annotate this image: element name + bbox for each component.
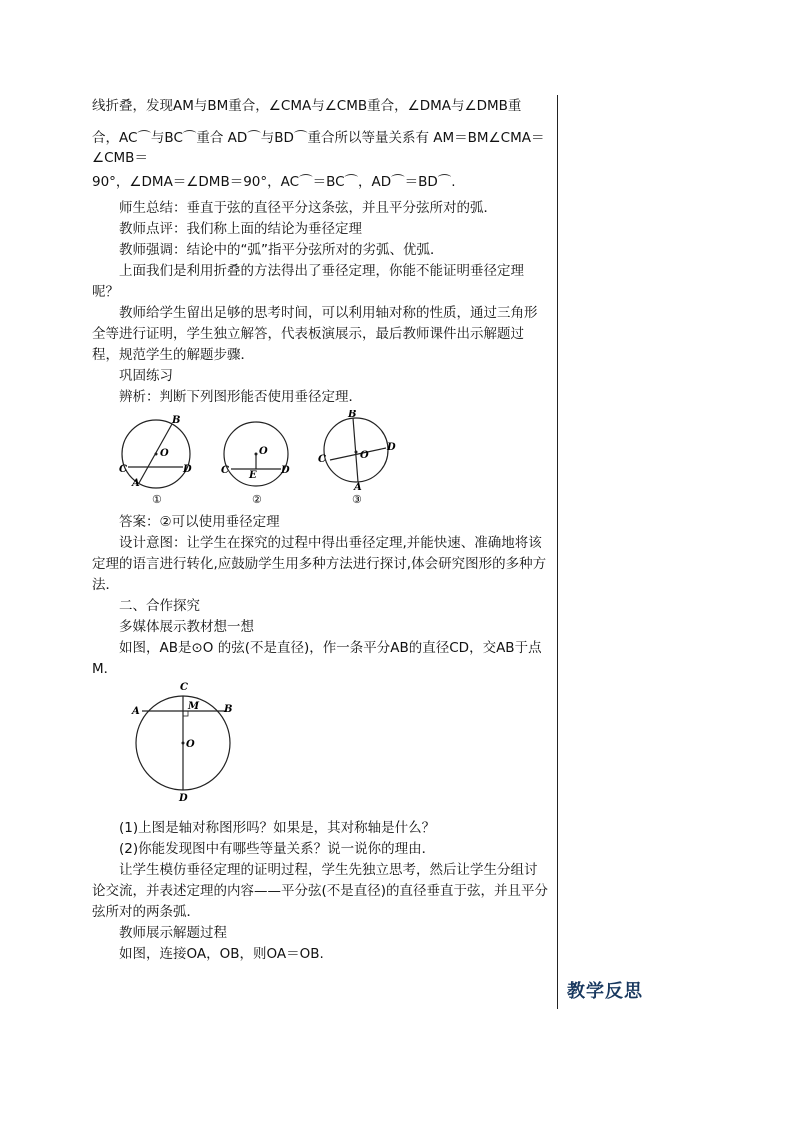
fig2-caption: ② (252, 493, 262, 506)
main-label-a: A (132, 706, 140, 717)
judge-text: 辨析：判断下列图形能否使用垂径定理． (119, 389, 362, 405)
proof-text: 如图，连接OA，OB，则OA＝OB. (119, 946, 324, 962)
practice-heading: 巩固练习 (119, 368, 173, 384)
text-block-3 (92, 818, 550, 965)
fig3-label-c: C (318, 454, 326, 465)
fig1-label-d: D (183, 464, 192, 475)
fig3-label-b: B (348, 410, 357, 420)
fig2-label-o: O (259, 446, 268, 457)
teaching-reflection-heading: 教学反思 (567, 981, 643, 1002)
question-2-text: (2)你能发现图中有哪些等量关系？说一说你的理由． (119, 841, 436, 857)
top-line-3: 90°，∠DMA＝∠DMB＝90°，AC⌒＝BC⌒，AD⌒＝BD⌒. (92, 174, 456, 190)
question-text: 上面我们是利用折叠的方法得出了垂径定理，你能不能证明垂径定理呢？ (92, 263, 524, 300)
fig1-label-a: A (132, 478, 140, 489)
figure-intro-text: 如图，AB是⊙O 的弦(不是直径)，作一条平分AB的直径CD，交AB于点M． (92, 640, 542, 677)
fig2-label-d: D (281, 465, 290, 476)
answer-text: 答案：②可以使用垂径定理 (119, 514, 280, 530)
fig1-caption: ① (152, 493, 162, 506)
main-label-o: O (186, 739, 195, 750)
media-text: 多媒体展示教材想一想 (119, 619, 254, 635)
question-1-text: (1)上图是轴对称图形吗？如果是，其对称轴是什么？ (119, 820, 436, 836)
text-block-2 (92, 512, 550, 680)
guide-text: 教师给学生留出足够的思考时间，可以利用轴对称的性质，通过三角形全等进行证明，学生独立解答，代表板演展示，最后教师课件出示解题过程，规范学生的解题步骤． (92, 305, 538, 363)
fig3-caption: ③ (352, 493, 362, 506)
design-text: 设计意图：让学生在探究的过程中得出垂径定理,并能快速、准确地将该定理的语言进行转化,应鼓励学生用多种方法进行探讨,体会研究图形的多种方法． (92, 535, 547, 593)
fig3-label-o: O (360, 450, 369, 461)
column-divider (557, 95, 558, 1009)
top-line-1: 线折叠，发现AM与BM重合，∠CMA与∠CMB重合，∠DMA与∠DMB重 (92, 98, 522, 114)
section-2-heading: 二、合作探究 (119, 598, 200, 614)
fig1-label-c: C (119, 464, 127, 475)
imitate-text: 让学生模仿垂径定理的证明过程，学生先独立思考，然后让学生分组讨论交流，并表述定理的内容——平分弦(不是直径)的直径垂直于弦，并且平分弦所对的两条弧． (92, 862, 549, 920)
main-label-d: D (179, 793, 188, 804)
fig3-label-d: D (387, 442, 396, 453)
fig2-label-c: C (221, 465, 229, 476)
main-label-m: M (188, 701, 200, 712)
figure-3 (318, 410, 396, 506)
main-label-b: B (224, 704, 233, 715)
main-circle-figure (128, 680, 248, 805)
emphasis-text: 教师强调：结论中的“弧”指平分弦所对的劣弧、优弧． (119, 242, 444, 258)
summary-text: 师生总结：垂直于弦的直径平分这条弦，并且平分弦所对的弧． (119, 200, 497, 216)
fig1-label-o: O (160, 448, 169, 459)
figure-1 (119, 415, 192, 506)
show-text: 教师展示解题过程 (119, 925, 227, 941)
fig2-label-e: E (249, 470, 257, 481)
comment-text: 教师点评：我们称上面的结论为垂径定理 (119, 221, 362, 237)
fig1-label-b: B (172, 415, 181, 426)
figure-2 (221, 422, 290, 506)
text-block-1 (92, 198, 550, 408)
top-line-2: 合，AC⌒与BC⌒重合 AD⌒与BD⌒重合所以等量关系有 AM＝BM∠CMA＝∠CMB＝ (92, 130, 545, 166)
main-label-c: C (180, 682, 188, 693)
practice-figures (110, 410, 410, 510)
fig3-label-a: A (354, 482, 362, 493)
